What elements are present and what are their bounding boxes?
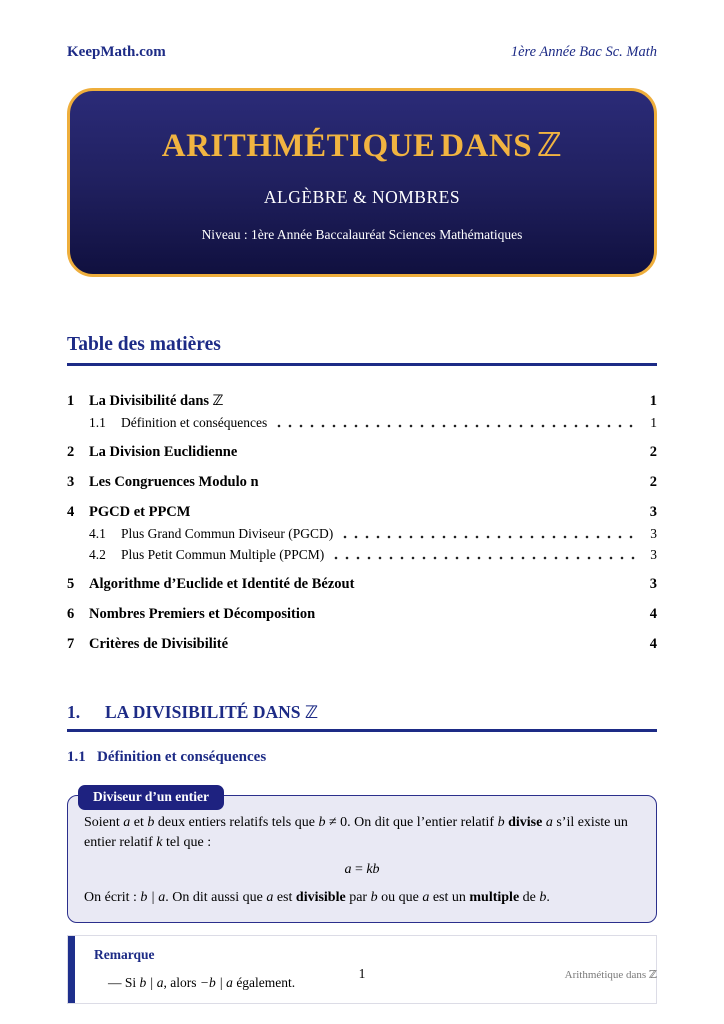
definition-box <box>67 795 657 923</box>
text-segment: a <box>545 814 553 830</box>
toc-heading: Table des matières <box>67 334 221 355</box>
toc-entry-page: 3 <box>649 575 657 592</box>
toc-entry-number: 1.1 <box>89 414 106 430</box>
text-segment: b | a <box>139 974 164 990</box>
toc-entry-title: Les Congruences Modulo n <box>89 473 259 490</box>
section-number: 1. <box>67 701 81 722</box>
table-of-contents <box>67 393 657 653</box>
text-segment: et <box>130 814 148 830</box>
toc-entry[interactable] <box>67 546 657 563</box>
section-rule <box>67 729 657 732</box>
toc-entry-title: Nombres Premiers et Décomposition <box>89 605 316 622</box>
text-segment: Soient <box>84 814 124 830</box>
text-segment: est un <box>429 890 470 906</box>
toc-entry-title: PGCD et PPCM <box>89 503 191 520</box>
text-segment: k <box>156 834 163 850</box>
text-segment: également. <box>232 974 296 990</box>
subsection-heading <box>67 749 657 766</box>
toc-entry-page: 3 <box>649 503 657 520</box>
toc-entry-leader <box>343 535 637 540</box>
text-segment: a <box>123 814 131 830</box>
toc-entry-page: 1 <box>649 392 657 409</box>
text-segment: s’il existe un entier relatif <box>84 814 628 850</box>
document-title: ARITHMÉTIQUE DANS ℤ <box>161 127 563 164</box>
toc-entry-page: 4 <box>649 635 657 652</box>
toc-entry[interactable] <box>67 444 657 461</box>
text-segment: b <box>539 890 547 906</box>
document-level: Niveau : 1ère Année Baccalauréat Sciences Mathématiques <box>201 226 523 242</box>
footer-document-name: Arithmétique dans ℤ <box>564 969 657 981</box>
toc-entry-title: Définition et conséquences <box>121 414 268 430</box>
text-segment: . On dit aussi que <box>165 890 267 906</box>
text-segment: On écrit : <box>84 890 141 906</box>
text-segment: ou que <box>377 890 423 906</box>
footer-page-number: 1 <box>358 966 366 981</box>
toc-heading-rule <box>67 363 657 366</box>
toc-entry-number: 7 <box>67 635 75 652</box>
text-segment: par <box>345 890 371 906</box>
header-course-level: 1ère Année Bac Sc. Math <box>510 44 657 60</box>
toc-entry-number: 3 <box>67 473 75 490</box>
toc-entry-page: 2 <box>649 443 657 460</box>
text-segment: b | a <box>140 890 166 906</box>
toc-entry-title: La Divisibilité dans ℤ <box>89 392 224 409</box>
toc-entry-number: 2 <box>67 443 75 460</box>
toc-entry[interactable] <box>67 414 657 431</box>
toc-entry-leader <box>334 556 637 561</box>
text-segment: divisible <box>295 890 346 906</box>
text-segment: , alors <box>163 974 200 990</box>
toc-entry[interactable] <box>67 576 657 593</box>
definition-formula <box>84 860 640 880</box>
toc-entry-title: Plus Grand Commun Diviseur (PGCD) <box>121 525 334 541</box>
toc-entry-leader <box>277 424 637 429</box>
text-segment: = <box>351 862 367 878</box>
remark-title: Remarque <box>94 946 155 962</box>
text-segment: a <box>266 890 274 906</box>
toc-entry[interactable] <box>67 474 657 491</box>
section-title: LA DIVISIBILITÉ DANS ℤ <box>105 701 319 722</box>
text-segment: multiple <box>469 890 520 906</box>
toc-entry-title: Algorithme d’Euclide et Identité de Bézout <box>89 575 355 592</box>
toc-entry-title: Critères de Divisibilité <box>89 635 229 652</box>
text-segment: tel que : <box>162 834 212 850</box>
definition-paragraph-2 <box>84 888 640 908</box>
text-segment: b <box>497 814 505 830</box>
toc-entry-title: Plus Petit Commun Multiple (PPCM) <box>121 546 325 562</box>
text-segment: b <box>147 814 155 830</box>
text-segment: divise <box>508 814 543 830</box>
toc-entry-title: La Division Euclidienne <box>89 443 238 460</box>
toc-entry-page: 4 <box>649 605 657 622</box>
toc-entry-number: 5 <box>67 575 75 592</box>
text-segment: deux entiers relatifs tels que <box>154 814 319 830</box>
definition-box-wrapper <box>67 788 657 923</box>
page-header <box>67 0 657 61</box>
toc-entry[interactable] <box>67 636 657 653</box>
toc-entry-page: 1 <box>650 414 657 430</box>
toc-entry-number: 4.1 <box>89 525 106 541</box>
text-segment: b <box>318 814 326 830</box>
toc-entry[interactable] <box>67 504 657 521</box>
header-site-name: KeepMath.com <box>67 44 166 60</box>
toc-entry-number: 1 <box>67 392 75 409</box>
subsection-title: Définition et conséquences <box>97 748 267 765</box>
text-segment: . <box>546 890 550 906</box>
definition-paragraph-1 <box>84 813 640 854</box>
text-segment: kb <box>366 862 380 878</box>
toc-entry-page: 3 <box>650 546 657 562</box>
toc-entry-page: 3 <box>650 525 657 541</box>
definition-box-tab: Diviseur d’un entier <box>78 785 224 810</box>
text-segment: −b | a <box>199 974 233 990</box>
section-heading <box>67 702 657 723</box>
subsection-number: 1.1 <box>67 748 86 765</box>
text-segment: a <box>422 890 430 906</box>
text-segment: — Si <box>108 974 140 990</box>
toc-entry-page: 2 <box>649 473 657 490</box>
document-subtitle: ALGÈBRE & NOMBRES <box>263 186 461 207</box>
toc-entry[interactable] <box>67 393 657 410</box>
toc-entry[interactable] <box>67 525 657 542</box>
text-segment: est <box>273 890 296 906</box>
toc-entry-number: 4.2 <box>89 546 106 562</box>
text-segment: a <box>344 862 352 878</box>
toc-entry-number: 6 <box>67 605 75 622</box>
toc-entry-number: 4 <box>67 503 75 520</box>
text-segment: b <box>370 890 378 906</box>
text-segment: ≠ 0. On dit que l’entier relatif <box>325 814 498 830</box>
title-banner <box>67 88 657 277</box>
toc-entry[interactable] <box>67 606 657 623</box>
text-segment: de <box>519 890 540 906</box>
